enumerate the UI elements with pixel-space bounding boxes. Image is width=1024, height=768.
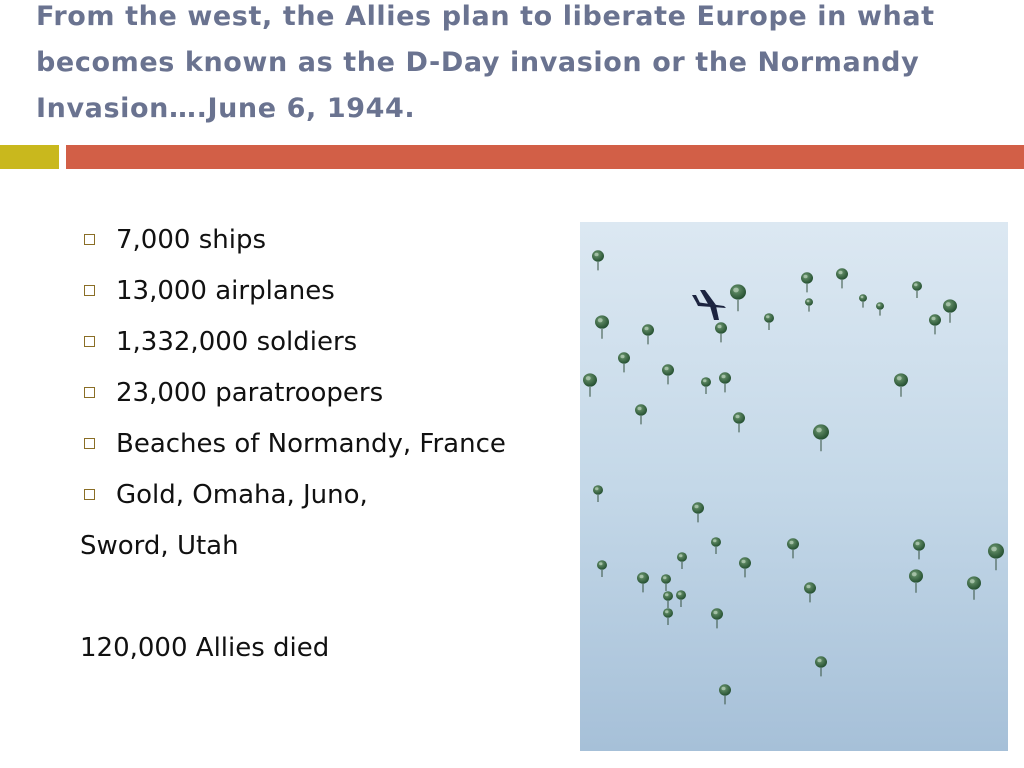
spacer — [80, 575, 580, 626]
bullet-item — [80, 218, 580, 269]
bullet-marker — [84, 387, 95, 398]
bullet-text: 1,332,000 soldiers — [116, 327, 358, 357]
bullet-text: 7,000 ships — [116, 225, 266, 255]
bullet-marker — [84, 336, 95, 347]
continuation-line: Sword, Utah — [80, 531, 239, 561]
accent-bar-left — [0, 145, 59, 169]
bullet-text: 23,000 paratroopers — [116, 378, 384, 408]
bullet-item — [80, 422, 580, 473]
bullet-item — [80, 320, 580, 371]
accent-bar-right — [66, 145, 1024, 169]
casualty-stat: 120,000 Allies died — [80, 633, 330, 663]
bullet-item — [80, 269, 580, 320]
title: From the west, the Allies plan to liberate Europe in what becomes known as the D-Day invasion or the Normandy Invasion….June 6, 1944. — [36, 1, 935, 124]
bullet-marker — [84, 285, 95, 296]
bullet-item — [80, 473, 580, 524]
content-area — [80, 218, 580, 677]
paratroopers-photo — [580, 222, 1008, 751]
bullet-marker — [84, 234, 95, 245]
bullet-marker — [84, 489, 95, 500]
bullet-text: 13,000 airplanes — [116, 276, 335, 306]
bullet-item — [80, 371, 580, 422]
bullet-text: Gold, Omaha, Juno, — [116, 480, 368, 510]
bullet-marker — [84, 438, 95, 449]
sky-background — [580, 222, 1008, 751]
bullet-list — [80, 218, 580, 524]
bullet-text: Beaches of Normandy, France — [116, 429, 506, 459]
